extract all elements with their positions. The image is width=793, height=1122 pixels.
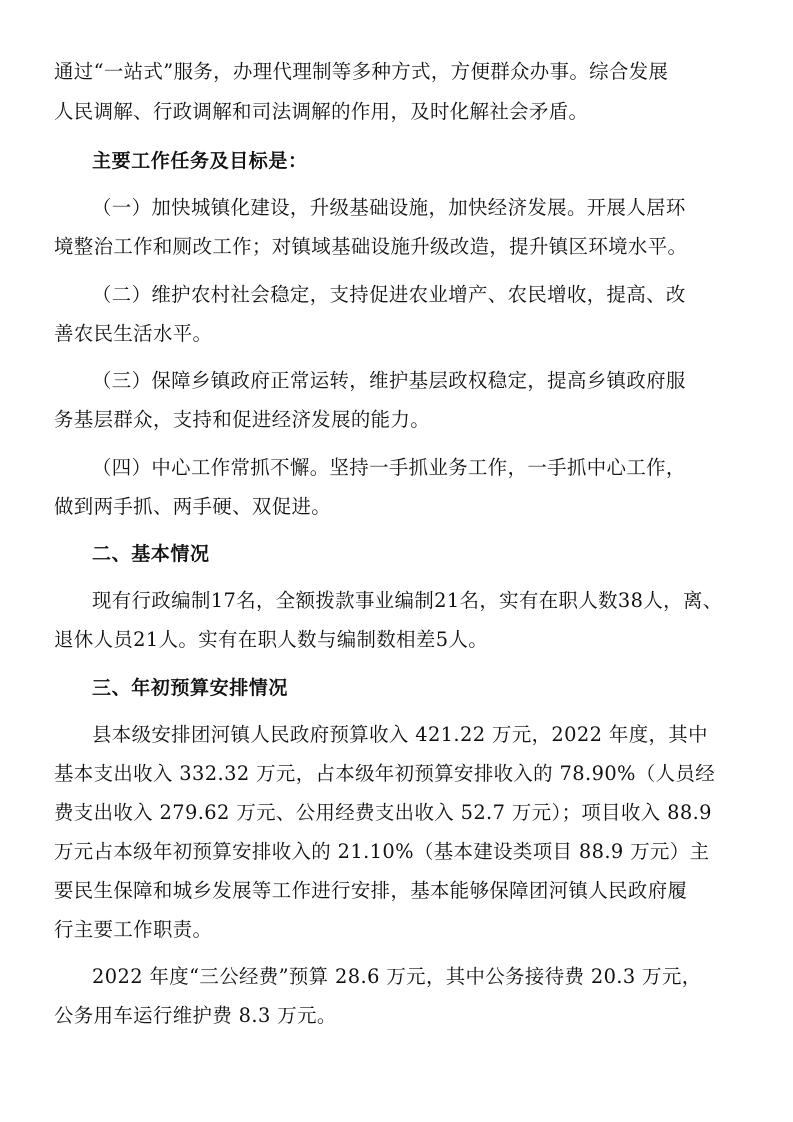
- budget-line-5: 要民生保障和城乡发展等工作进行安排，基本能够保障团河镇人民政府履: [54, 879, 688, 902]
- task-item-2-line-2: 善农民生活水平。: [54, 322, 213, 345]
- task-item-3-line-2: 务基层群众，支持和促进经济发展的能力。: [54, 408, 431, 431]
- paragraph-intro-line-2: 人民调解、行政调解和司法调解的作用，及时化解社会矛盾。: [54, 100, 589, 123]
- heading-budget-arrangement: 三、年初预算安排情况: [92, 677, 289, 699]
- budget-line-4: 万元占本级年初预算安排收入的 21.10%（基本建设类项目 88.9 万元）主: [54, 840, 710, 863]
- heading-main-tasks: 主要工作任务及目标是：: [92, 150, 308, 172]
- budget-line-1: 县本级安排团河镇人民政府预算收入 421.22 万元，2022 年度，其中: [92, 723, 708, 746]
- task-item-4-line-2: 做到两手抓、两手硬、双促进。: [54, 495, 332, 518]
- task-item-2-line-1: （二）维护农村社会稳定，支持促进农业增产、农民增收，提高、改: [92, 283, 686, 306]
- paragraph-intro-line-1: 通过“一站式”服务，办理代理制等多种方式，方便群众办事。综合发展: [54, 60, 669, 83]
- budget-line-6: 行主要工作职责。: [54, 918, 213, 941]
- task-item-3-line-1: （三）保障乡镇政府正常运转，维护基层政权稳定，提高乡镇政府服: [92, 369, 686, 392]
- budget-line-2: 基本支出收入 332.32 万元，占本级年初预算安排收入的 78.90%（人员经: [54, 762, 716, 785]
- basic-situation-line-1: 现有行政编制17名，全额拨款事业编制21名，实有在职人数38人，离、: [92, 589, 723, 612]
- sangong-line-1: 2022 年度“三公经费”预算 28.6 万元，其中公务接待费 20.3 万元，: [92, 965, 702, 988]
- task-item-4-line-1: （四）中心工作常抓不懈。坚持一手抓业务工作，一手抓中心工作，: [92, 456, 686, 479]
- sangong-line-2: 公务用车运行维护费 8.3 万元。: [54, 1004, 337, 1027]
- task-item-1-line-2: 境整治工作和厕改工作；对镇域基础设施升级改造，提升镇区环境水平。: [54, 235, 688, 258]
- task-item-1-line-1: （一）加快城镇化建设，升级基础设施，加快经济发展。开展人居环: [92, 196, 686, 219]
- budget-line-3: 费支出收入 279.62 万元、公用经费支出收入 52.7 万元）；项目收入 88.9: [54, 801, 712, 824]
- basic-situation-line-2: 退休人员21人。实有在职人数与编制数相差5人。: [54, 628, 489, 651]
- heading-basic-situation: 二、基本情况: [92, 543, 210, 565]
